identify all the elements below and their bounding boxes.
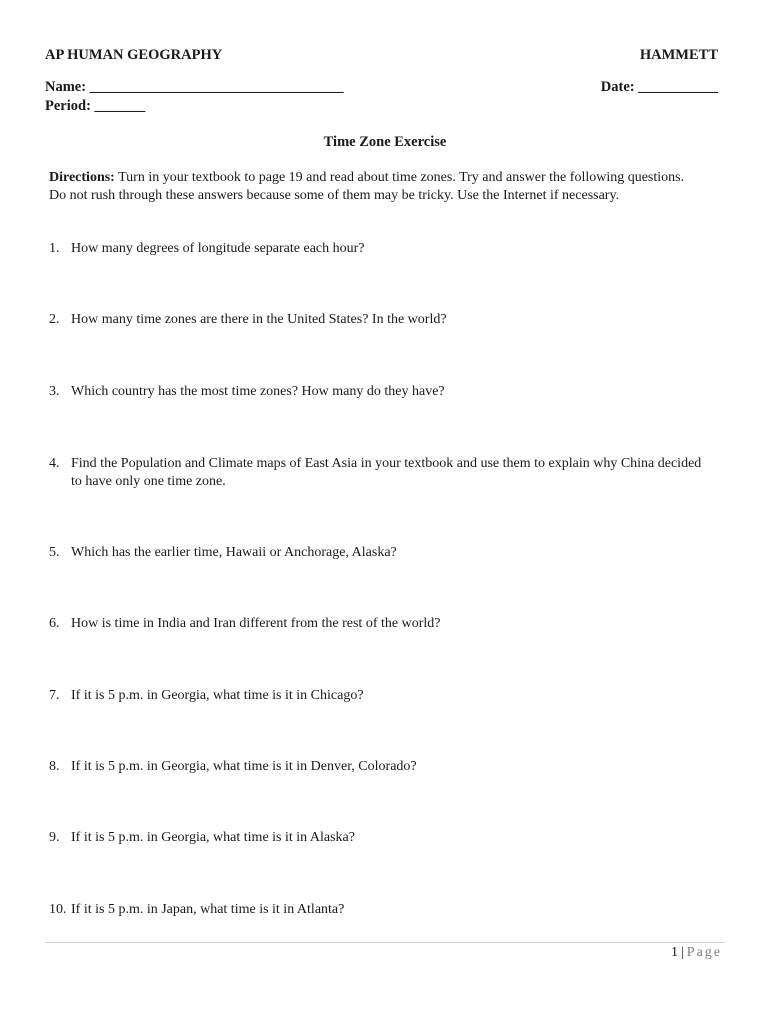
question-number: 7. (49, 688, 60, 703)
question-6 (49, 615, 729, 633)
question-number: 8. (49, 759, 60, 774)
question-text: How many time zones are there in the United States? In the world? (71, 312, 447, 327)
question-text: If it is 5 p.m. in Georgia, what time is it in Chicago? (71, 688, 364, 703)
question-2 (49, 311, 729, 329)
directions-paragraph (49, 169, 689, 205)
page-footer (671, 945, 722, 961)
footer-divider (45, 942, 725, 943)
page-number: 1 (670, 945, 678, 960)
question-number: 5. (49, 545, 60, 560)
question-9 (49, 829, 729, 847)
question-3 (49, 383, 729, 401)
question-1 (49, 240, 729, 258)
question-text: How is time in India and Iran different from the rest of the world? (71, 616, 441, 631)
page-title: Time Zone Exercise (323, 134, 447, 150)
page-label: Page (686, 945, 722, 960)
question-10 (49, 901, 729, 919)
name-field: Name: ___________________________________ (45, 79, 344, 95)
date-field: Date: ___________ (600, 79, 718, 95)
directions-text: Turn in your textbook to page 19 and read about time zones. Try and answer the following questions. Do not rush through these answers because some of them may be tricky. Use the Internet if necessary. (49, 170, 685, 203)
question-number: 2. (49, 312, 60, 327)
teacher-name: HAMMETT (639, 47, 718, 63)
question-number: 10. (49, 902, 67, 917)
question-7 (49, 687, 729, 705)
question-number: 1. (49, 241, 60, 256)
period-field: Period: _______ (45, 98, 146, 114)
question-number: 6. (49, 616, 60, 631)
directions-label: Directions: (49, 170, 115, 185)
question-text: Which has the earlier time, Hawaii or Anchorage, Alaska? (71, 545, 397, 560)
question-4 (49, 455, 729, 491)
question-text: How many degrees of longitude separate each hour? (71, 241, 365, 256)
question-5 (49, 544, 729, 562)
question-number: 4. (49, 456, 60, 471)
question-text: If it is 5 p.m. in Georgia, what time is it in Denver, Colorado? (71, 759, 417, 774)
question-text: Find the Population and Climate maps of East Asia in your textbook and use them to explain why China decided to have only one time zone. (71, 456, 702, 489)
question-number: 9. (49, 830, 60, 845)
question-text: If it is 5 p.m. in Japan, what time is it in Atlanta? (71, 902, 345, 917)
course-title: AP HUMAN GEOGRAPHY (45, 47, 223, 63)
question-text: Which country has the most time zones? How many do they have? (71, 384, 445, 399)
question-number: 3. (49, 384, 60, 399)
question-8 (49, 758, 729, 776)
footer-separator: | (680, 945, 684, 960)
question-text: If it is 5 p.m. in Georgia, what time is it in Alaska? (71, 830, 355, 845)
